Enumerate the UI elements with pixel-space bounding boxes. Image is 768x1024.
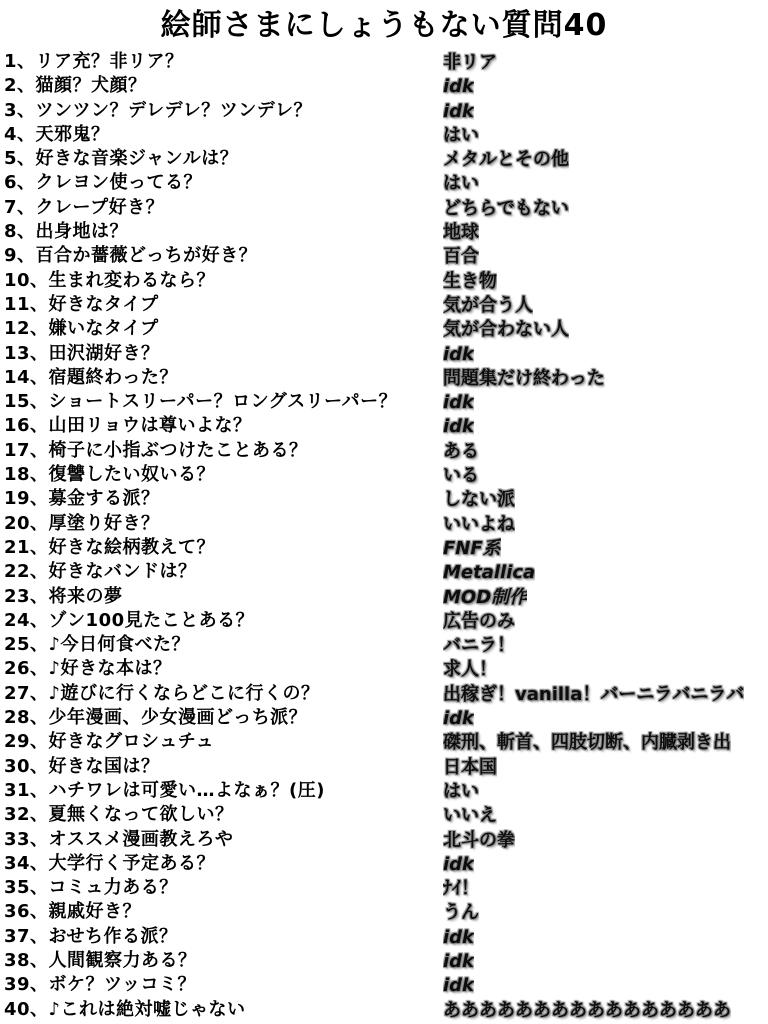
question-text: 28、少年漫画、少女漫画どっち派？ <box>4 707 308 729</box>
question-row <box>0 828 768 852</box>
answer-text: どちらでもない <box>443 197 569 219</box>
question-row <box>0 99 768 123</box>
question-text: 34、大学行く予定ある？ <box>4 852 216 874</box>
question-text: 17、椅子に小指ぶつけたことある？ <box>4 439 308 461</box>
question-text: 39、ボケ？ツッコミ？ <box>4 974 197 996</box>
answer-text: idk <box>443 926 475 948</box>
answer-text: idk <box>443 76 475 98</box>
question-text: 37、おせち作る派？ <box>4 925 178 947</box>
question-row <box>0 803 768 827</box>
question-text: 4、天邪鬼？ <box>4 123 110 145</box>
answer-text: はい <box>443 173 479 195</box>
answer-text: 出稼ぎ！vanilla！バーニラバニラバ <box>443 683 745 705</box>
question-text: 27、♪遊びに行くならどこに行くの？ <box>4 682 320 704</box>
question-row <box>0 196 768 220</box>
question-text: 32、夏無くなって欲しい？ <box>4 804 234 826</box>
answer-text: いいよね <box>443 513 515 535</box>
question-row <box>0 487 768 511</box>
question-text: 6、クレヨン使ってる？ <box>4 172 203 194</box>
question-text: 21、好きな絵柄教えて？ <box>4 536 216 558</box>
question-text: 11、好きなタイプ <box>4 293 159 315</box>
question-text: 1、リア充？非リア？ <box>4 51 184 72</box>
question-text: 12、嫌いなタイプ <box>4 318 159 340</box>
question-text: 23、将来の夢 <box>4 585 123 607</box>
question-row <box>0 560 768 584</box>
answer-text: FNF系 <box>443 537 501 559</box>
answer-text: 地球 <box>443 222 479 244</box>
question-text: 19、募金する派？ <box>4 488 160 510</box>
answer-text: idk <box>443 853 475 875</box>
answer-text: idk <box>443 708 475 730</box>
question-row <box>0 998 768 1022</box>
question-text: 2、猫顔？犬顔？ <box>4 75 147 97</box>
question-row <box>0 682 768 706</box>
question-row <box>0 74 768 98</box>
question-text: 35、コミュ力ある？ <box>4 877 178 899</box>
question-text: 10、生まれ変わるなら？ <box>4 269 216 291</box>
question-row <box>0 342 768 366</box>
question-text: 33、オススメ漫画教えろや <box>4 828 234 850</box>
question-text: 38、人間観察力ある？ <box>4 949 197 971</box>
answer-text: メタルとその他 <box>443 149 569 171</box>
question-text: 18、復讐したい奴いる？ <box>4 464 216 486</box>
question-text: 24、ゾン100見たことある？ <box>4 609 255 631</box>
question-text: 3、ツンツン？デレデレ？ツンデレ？ <box>4 99 312 121</box>
question-row <box>0 463 768 487</box>
question-row <box>0 50 768 74</box>
answer-text: 生き物 <box>443 270 497 292</box>
question-text: 40、♪これは絶対嘘じゃない <box>4 998 246 1020</box>
question-text: 25、♪今日何食べた？ <box>4 634 191 656</box>
answer-text: はい <box>443 124 479 146</box>
answer-text: 百合 <box>443 246 479 268</box>
question-text: 7、クレープ好き？ <box>4 196 165 218</box>
question-text: 5、好きな音楽ジャンルは？ <box>4 148 239 170</box>
question-row <box>0 900 768 924</box>
question-row <box>0 730 768 754</box>
page-title: 絵師さまにしょうもない質問40 <box>160 8 608 43</box>
question-row <box>0 390 768 414</box>
answer-text: うん <box>443 902 479 924</box>
answer-text: MOD制作 <box>443 586 528 608</box>
question-row <box>0 269 768 293</box>
answer-text: 磔刑、斬首、四肢切断、内臓剥き出 <box>443 732 731 754</box>
answer-text: いいえ <box>443 805 497 827</box>
question-row <box>0 512 768 536</box>
answer-text: idk <box>443 975 475 997</box>
question-row <box>0 949 768 973</box>
answer-text: はい <box>443 780 479 802</box>
question-row <box>0 366 768 390</box>
question-row <box>0 633 768 657</box>
answer-text: 気が合う人 <box>443 294 533 316</box>
question-text: 16、山田リョウは尊いよな？ <box>4 415 252 437</box>
question-row <box>0 657 768 681</box>
answer-text: 非リア <box>443 52 497 73</box>
answer-text: idk <box>443 950 475 972</box>
question-row <box>0 925 768 949</box>
question-row <box>0 147 768 171</box>
question-row <box>0 852 768 876</box>
question-row <box>0 876 768 900</box>
answer-text: Metallica <box>443 562 536 584</box>
answer-text: idk <box>443 392 475 414</box>
question-row <box>0 779 768 803</box>
answer-text: idk <box>443 100 475 122</box>
question-row <box>0 585 768 609</box>
question-row <box>0 293 768 317</box>
question-row <box>0 706 768 730</box>
question-text: 36、親戚好き？ <box>4 901 142 923</box>
question-row <box>0 439 768 463</box>
answer-text: 気が合わない人 <box>443 319 569 341</box>
question-row <box>0 755 768 779</box>
question-list <box>0 50 768 1022</box>
question-row <box>0 244 768 268</box>
answer-text: 求人！ <box>443 659 497 681</box>
question-text: 20、厚塗り好き？ <box>4 512 160 534</box>
answer-text: ある <box>443 440 479 462</box>
answer-text: ﾅｲ！ <box>443 878 479 900</box>
question-text: 14、宿題終わった？ <box>4 366 178 388</box>
question-row <box>0 973 768 997</box>
question-row <box>0 536 768 560</box>
answer-text: 日本国 <box>443 756 497 778</box>
question-text: 13、田沢湖好き？ <box>4 342 160 364</box>
question-text: 31、ハチワレは可愛い…よなぁ？(圧) <box>4 779 326 801</box>
question-text: 22、好きなバンドは？ <box>4 561 197 583</box>
question-row <box>0 220 768 244</box>
answer-text: ああああああああああああああああ <box>443 999 731 1021</box>
answer-text: 問題集だけ終わった <box>443 367 605 389</box>
question-row <box>0 123 768 147</box>
answer-text: いる <box>443 465 479 487</box>
question-text: 29、好きなグロシュチュ <box>4 731 215 753</box>
question-row <box>0 414 768 438</box>
answer-text: バニラ！ <box>443 635 515 657</box>
answer-text: idk <box>443 343 475 365</box>
question-text: 8、出身地は？ <box>4 221 129 243</box>
question-row <box>0 609 768 633</box>
answer-text: しない派 <box>443 489 515 511</box>
question-text: 9、百合か薔薇どっちが好き？ <box>4 245 258 267</box>
question-text: 15、ショートスリーパー？ロングスリーパー？ <box>4 391 398 413</box>
answer-text: idk <box>443 416 475 438</box>
question-text: 30、好きな国は？ <box>4 755 160 777</box>
answer-text: 広告のみ <box>443 610 515 632</box>
question-row <box>0 171 768 195</box>
question-row <box>0 317 768 341</box>
answer-text: 北斗の拳 <box>443 829 515 851</box>
question-text: 26、♪好きな本は？ <box>4 658 172 680</box>
